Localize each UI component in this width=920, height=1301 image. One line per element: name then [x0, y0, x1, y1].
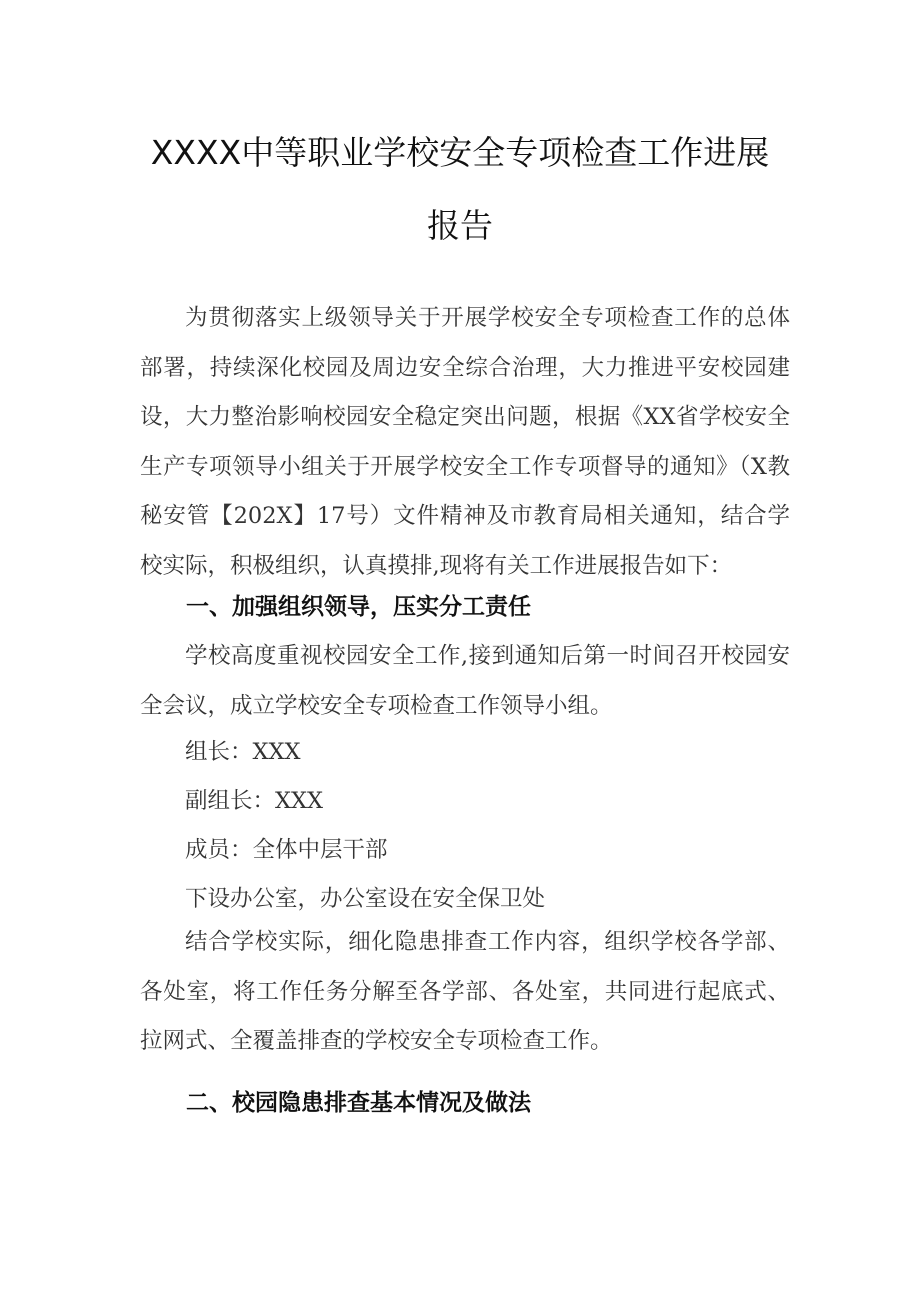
section1-paragraph2: 结合学校实际，细化隐患排查工作内容，组织学校各学部、各处室，将工作任务分解至各学部、各处室，共同进行起底式、拉网式、全覆盖排查的学校安全专项检查工作。 [140, 929, 790, 1055]
section1-heading: 一、加强组织领导，压实分工责任 [186, 594, 531, 620]
deputy-leader-line: 副组长：XXX [185, 788, 324, 814]
intro-paragraph: 为贯彻落实上级领导关于开展学校安全专项检查工作的总体部署，持续深化校园及周边安全综合治理，大力推进平安校园建设，大力整治影响校园安全稳定突出问题，根据《XX省学校安全生产专项领导小组关于开展学校安全工作专项督导的通知》（X教秘安管【202X】17号）文件精神及市教育局相关通知，结合学校实际，积极组织，认真摸排,现将有关工作进展报告如下： [140, 305, 790, 579]
document-title-line2: 报告 [427, 206, 493, 245]
leader-line: 组长：XXX [185, 739, 301, 765]
section1-paragraph: 学校高度重视校园安全工作,接到通知后第一时间召开校园安全会议，成立学校安全专项检查工作领导小组。 [140, 643, 790, 719]
section2-heading: 二、校园隐患排查基本情况及做法 [186, 1090, 531, 1116]
members-line: 成员：全体中层干部 [185, 837, 388, 863]
document-title-line1: XXXX中等职业学校安全专项检查工作进展 [150, 133, 770, 172]
office-line: 下设办公室，办公室设在安全保卫处 [185, 886, 546, 912]
